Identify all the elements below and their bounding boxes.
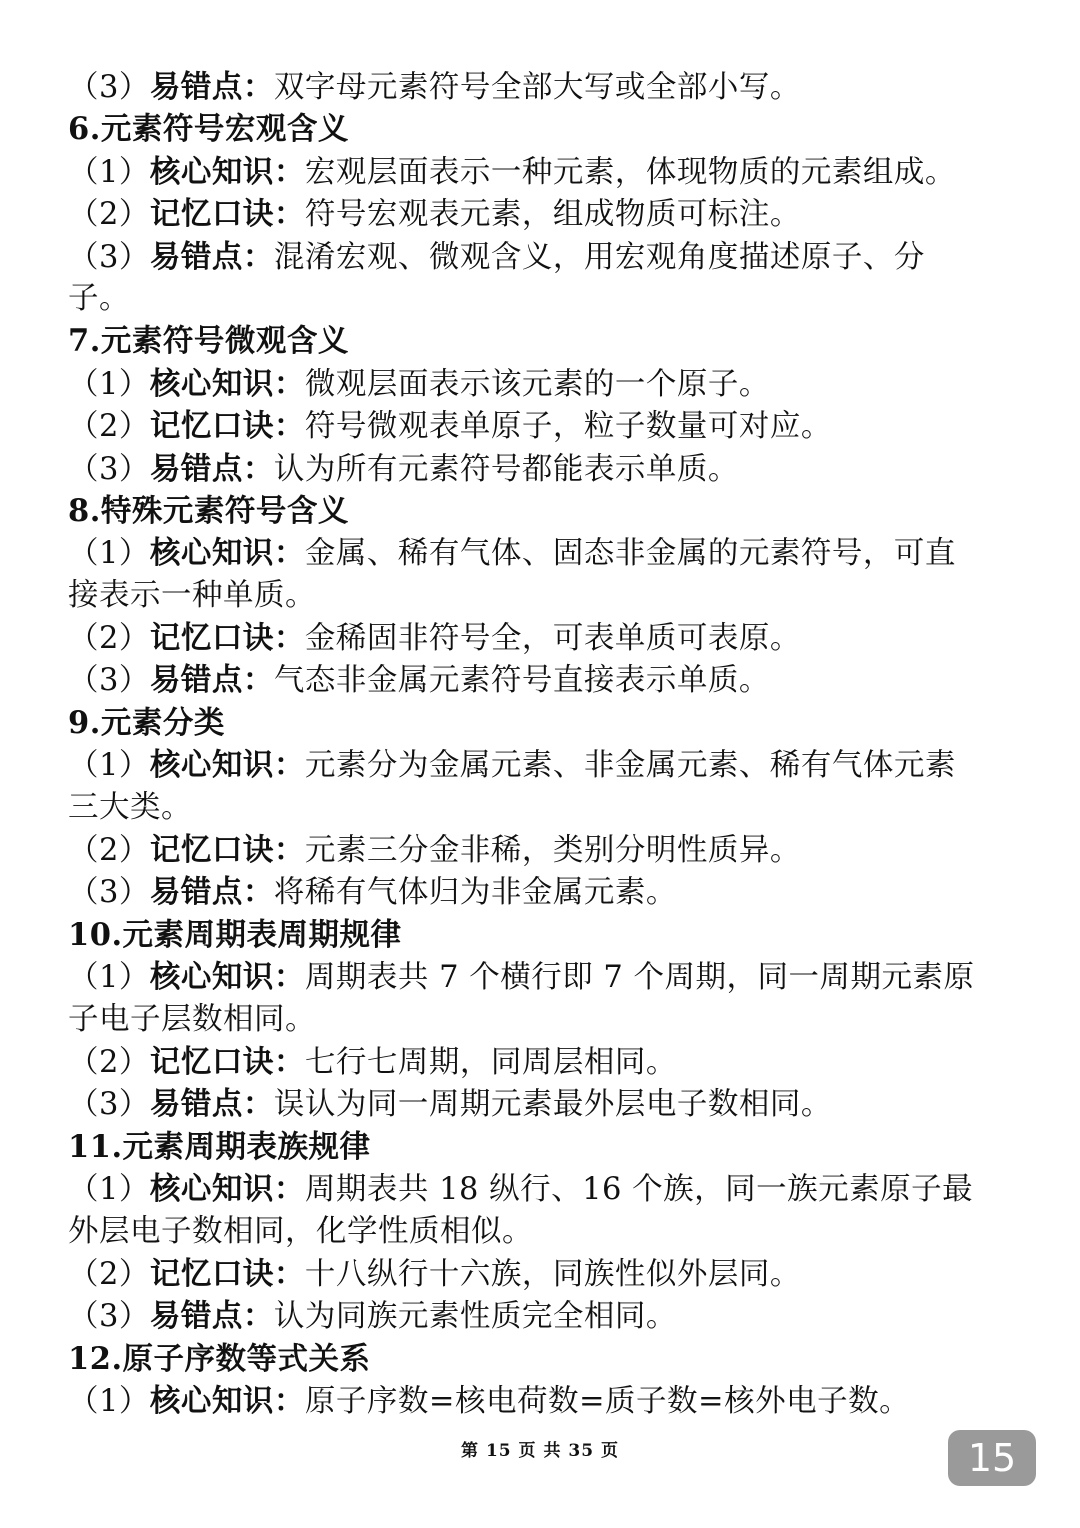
item-label: 易错点：	[149, 1086, 274, 1123]
item-text: 符号宏观表元素，组成物质可标注。	[304, 197, 801, 233]
item-number: （2）	[68, 197, 150, 233]
list-item	[68, 1380, 1018, 1422]
item-text: 十八纵行十六族，同族性似外层同。	[304, 1256, 801, 1292]
item-label: 核心知识：	[149, 365, 305, 402]
item-label: 记忆口诀：	[149, 408, 305, 445]
list-item	[68, 617, 1018, 659]
list-item	[68, 1083, 1018, 1125]
list-item	[68, 659, 1018, 701]
list-item	[68, 532, 1018, 574]
item-text: 元素分为金属元素、非金属元素、稀有气体元素	[304, 748, 956, 784]
list-item	[68, 744, 1018, 786]
item-label: 记忆口诀：	[149, 1255, 305, 1292]
item-text: 宏观层面表示一种元素，体现物质的元素组成。	[304, 154, 956, 190]
list-item	[68, 1168, 1018, 1210]
section-heading: 8.特殊元素符号含义	[68, 492, 349, 529]
item-label: 记忆口诀：	[149, 832, 305, 869]
item-number: （3）	[68, 1087, 150, 1123]
item-number: （3）	[68, 70, 150, 105]
list-item	[68, 236, 1018, 278]
continuation-line: 外层电子数相同，化学性质相似。	[68, 1213, 533, 1249]
continuation-line: 子电子层数相同。	[68, 1001, 316, 1037]
item-text: 金稀固非符号全，可表单质可表原。	[304, 621, 801, 657]
item-number: （1）	[68, 154, 150, 190]
continuation-line: 接表示一种单质。	[68, 577, 316, 613]
section-heading: 12.原子序数等式关系	[68, 1340, 371, 1377]
item-text: 误认为同一周期元素最外层电子数相同。	[273, 1087, 832, 1123]
item-label: 记忆口诀：	[149, 620, 305, 657]
list-item	[68, 405, 1018, 447]
list-item	[68, 1253, 1018, 1295]
item-text: 微观层面表示该元素的一个原子。	[304, 366, 770, 402]
item-number: （1）	[68, 748, 150, 784]
item-number: （2）	[68, 1256, 150, 1292]
item-number: （2）	[68, 409, 150, 445]
list-item	[68, 448, 1018, 490]
item-label: 核心知识：	[149, 1383, 305, 1420]
list-item	[68, 193, 1018, 235]
list-item	[68, 66, 1018, 108]
item-number: （3）	[68, 875, 150, 911]
item-number: （1）	[68, 960, 150, 996]
item-label: 易错点：	[149, 238, 274, 275]
item-number: （1）	[68, 366, 150, 402]
list-item	[68, 1295, 1018, 1337]
item-label: 记忆口诀：	[149, 196, 305, 233]
item-text: 符号微观表单原子，粒子数量可对应。	[304, 409, 832, 445]
item-number: （2）	[68, 1044, 150, 1080]
item-number: （3）	[68, 663, 150, 699]
page-footer: 第 15 页 共 35 页	[461, 1441, 619, 1461]
section-heading: 11.元素周期表族规律	[68, 1128, 371, 1165]
item-text: 元素三分金非稀，类别分明性质异。	[304, 833, 801, 869]
item-number: （2）	[68, 833, 150, 869]
item-label: 核心知识：	[149, 1171, 305, 1208]
item-number: （2）	[68, 621, 150, 657]
item-text: 双字母元素符号全部大写或全部小写。	[273, 70, 801, 105]
item-text: 认为同族元素性质完全相同。	[273, 1299, 677, 1335]
section-heading: 7.元素符号微观含义	[68, 323, 349, 360]
section-heading: 9.元素分类	[68, 704, 225, 741]
item-text: 七行七周期，同周层相同。	[304, 1044, 677, 1080]
item-label: 记忆口诀：	[149, 1043, 305, 1080]
page-number-badge: 15	[948, 1430, 1036, 1486]
continuation-line: 三大类。	[68, 789, 192, 825]
item-text: 周期表共 18 纵行、16 个族，同一族元素原子最	[304, 1172, 974, 1208]
list-item	[68, 956, 1018, 998]
item-number: （1）	[68, 1172, 150, 1208]
item-number: （1）	[68, 1384, 150, 1420]
document-body	[68, 66, 1018, 1423]
item-text: 气态非金属元素符号直接表示单质。	[273, 663, 770, 699]
item-text: 金属、稀有气体、固态非金属的元素符号，可直	[304, 536, 956, 572]
item-text: 原子序数=核电荷数=质子数=核外电子数。	[304, 1384, 911, 1420]
item-label: 核心知识：	[149, 747, 305, 784]
list-item	[68, 363, 1018, 405]
item-number: （3）	[68, 239, 150, 275]
item-label: 核心知识：	[149, 959, 305, 996]
section-heading: 10.元素周期表周期规律	[68, 916, 402, 953]
item-text: 混淆宏观、微观含义，用宏观角度描述原子、分	[273, 239, 925, 275]
item-label: 易错点：	[149, 874, 274, 911]
item-label: 核心知识：	[149, 153, 305, 190]
section-heading: 6.元素符号宏观含义	[68, 111, 349, 148]
item-number: （3）	[68, 1299, 150, 1335]
item-label: 易错点：	[149, 1298, 274, 1335]
item-number: （1）	[68, 536, 150, 572]
item-text: 认为所有元素符号都能表示单质。	[273, 451, 739, 487]
item-label: 核心知识：	[149, 535, 305, 572]
item-label: 易错点：	[149, 69, 274, 105]
list-item	[68, 151, 1018, 193]
item-text: 周期表共 7 个横行即 7 个周期，同一周期元素原	[304, 960, 975, 996]
list-item	[68, 1041, 1018, 1083]
list-item	[68, 829, 1018, 871]
item-label: 易错点：	[149, 662, 274, 699]
item-label: 易错点：	[149, 450, 274, 487]
item-text: 将稀有气体归为非金属元素。	[273, 875, 677, 911]
item-number: （3）	[68, 451, 150, 487]
list-item	[68, 871, 1018, 913]
continuation-line: 子。	[68, 280, 130, 316]
